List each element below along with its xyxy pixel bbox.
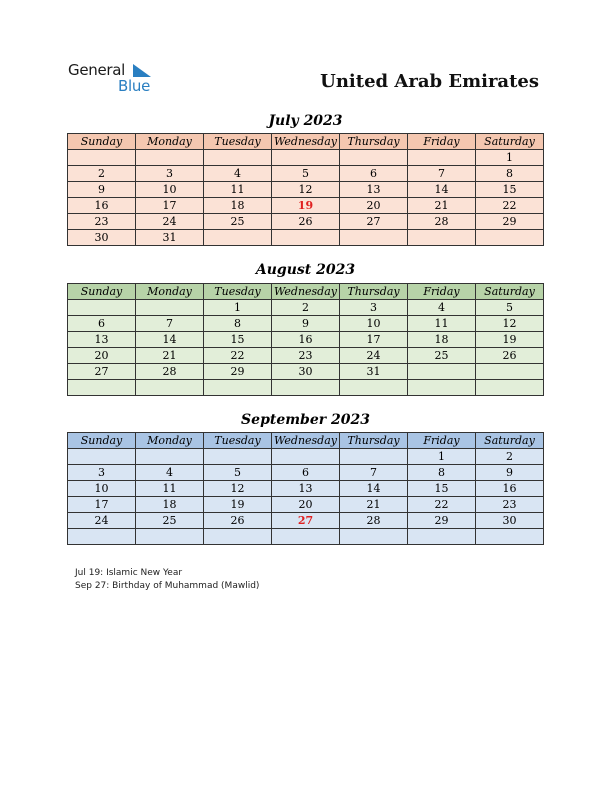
empty-day-cell [272,380,340,396]
day-cell: 22 [408,497,476,513]
month-title-september: September 2023 [241,412,370,428]
day-cell: 16 [476,481,544,497]
day-cell: 4 [136,465,204,481]
empty-day-cell [204,150,272,166]
empty-day-cell [340,529,408,545]
day-cell: 14 [408,182,476,198]
day-cell: 20 [68,348,136,364]
logo-text-blue: Blue [118,77,150,95]
day-cell: 14 [136,332,204,348]
day-cell: 29 [408,513,476,529]
week-row [68,316,544,332]
day-cell: 31 [340,364,408,380]
day-cell: 10 [136,182,204,198]
empty-day-cell [340,449,408,465]
week-row [68,364,544,380]
day-cell: 2 [272,300,340,316]
day-cell: 21 [408,198,476,214]
day-cell: 19 [204,497,272,513]
day-cell: 17 [136,198,204,214]
empty-day-cell [136,449,204,465]
weekday-header-cell: Sunday [68,284,136,300]
calendar-august [67,283,544,396]
weekday-header-cell: Tuesday [204,134,272,150]
empty-day-cell [476,529,544,545]
weekday-header-cell: Friday [408,284,476,300]
day-cell: 7 [408,166,476,182]
weekday-header-cell: Wednesday [272,284,340,300]
empty-day-cell [136,300,204,316]
day-cell: 15 [204,332,272,348]
day-cell: 22 [476,198,544,214]
day-cell: 23 [272,348,340,364]
day-cell: 31 [136,230,204,246]
day-cell: 19 [476,332,544,348]
empty-day-cell [136,150,204,166]
empty-day-cell [272,449,340,465]
day-cell: 24 [136,214,204,230]
day-cell: 6 [272,465,340,481]
day-cell: 16 [272,332,340,348]
day-cell: 4 [204,166,272,182]
day-cell: 10 [340,316,408,332]
day-cell: 28 [136,364,204,380]
empty-day-cell [136,380,204,396]
week-row [68,449,544,465]
day-cell: 21 [340,497,408,513]
week-row [68,300,544,316]
day-cell: 13 [272,481,340,497]
day-cell: 7 [136,316,204,332]
empty-day-cell [340,380,408,396]
week-row [68,497,544,513]
day-cell: 6 [340,166,408,182]
weekday-header-cell: Friday [408,433,476,449]
day-cell: 18 [136,497,204,513]
calendar-july [67,133,544,246]
day-cell: 24 [68,513,136,529]
day-cell: 23 [68,214,136,230]
day-cell: 3 [340,300,408,316]
day-cell: 2 [68,166,136,182]
month-title-july: July 2023 [268,113,343,129]
day-cell: 17 [68,497,136,513]
day-cell: 28 [340,513,408,529]
day-cell: 25 [204,214,272,230]
empty-day-cell [204,449,272,465]
week-row [68,529,544,545]
day-cell: 1 [476,150,544,166]
day-cell: 21 [136,348,204,364]
day-cell: 18 [204,198,272,214]
empty-day-cell [340,150,408,166]
holiday-notes [75,567,259,593]
day-cell: 5 [204,465,272,481]
holiday-day-cell: 27 [272,513,340,529]
weekday-header-cell: Tuesday [204,433,272,449]
empty-day-cell [476,380,544,396]
day-cell: 5 [476,300,544,316]
day-cell: 12 [204,481,272,497]
day-cell: 29 [204,364,272,380]
week-row [68,380,544,396]
day-cell: 16 [68,198,136,214]
weekday-header-row [68,134,544,150]
day-cell: 1 [408,449,476,465]
day-cell: 15 [476,182,544,198]
day-cell: 9 [272,316,340,332]
weekday-header-cell: Sunday [68,433,136,449]
week-row [68,182,544,198]
day-cell: 26 [204,513,272,529]
week-row [68,214,544,230]
day-cell: 13 [340,182,408,198]
empty-day-cell [272,150,340,166]
empty-day-cell [408,364,476,380]
week-row [68,230,544,246]
day-cell: 5 [272,166,340,182]
calendar-september [67,432,544,545]
weekday-header-cell: Monday [136,433,204,449]
weekday-header-cell: Friday [408,134,476,150]
weekday-header-row [68,284,544,300]
weekday-header-cell: Tuesday [204,284,272,300]
empty-day-cell [272,529,340,545]
general-blue-logo [68,61,168,97]
empty-day-cell [340,230,408,246]
day-cell: 10 [68,481,136,497]
empty-day-cell [408,380,476,396]
day-cell: 1 [204,300,272,316]
weekday-header-cell: Thursday [340,284,408,300]
empty-day-cell [68,449,136,465]
empty-day-cell [204,230,272,246]
empty-day-cell [476,364,544,380]
empty-day-cell [136,529,204,545]
day-cell: 20 [340,198,408,214]
day-cell: 15 [408,481,476,497]
week-row [68,481,544,497]
day-cell: 8 [476,166,544,182]
empty-day-cell [68,380,136,396]
week-row [68,166,544,182]
empty-day-cell [476,230,544,246]
month-title-august: August 2023 [255,262,356,278]
day-cell: 20 [272,497,340,513]
weekday-header-cell: Thursday [340,134,408,150]
day-cell: 6 [68,316,136,332]
weekday-header-cell: Saturday [476,134,544,150]
country-title: United Arab Emirates [320,71,539,92]
day-cell: 30 [68,230,136,246]
day-cell: 9 [68,182,136,198]
day-cell: 3 [68,465,136,481]
day-cell: 26 [476,348,544,364]
week-row [68,348,544,364]
holiday-day-cell: 19 [272,198,340,214]
day-cell: 11 [136,481,204,497]
logo-triangle-icon [133,64,153,78]
day-cell: 30 [476,513,544,529]
empty-day-cell [204,380,272,396]
day-cell: 2 [476,449,544,465]
logo-text-general: General [68,61,126,79]
day-cell: 9 [476,465,544,481]
day-cell: 27 [68,364,136,380]
day-cell: 30 [272,364,340,380]
week-row [68,332,544,348]
week-row [68,198,544,214]
week-row [68,465,544,481]
day-cell: 14 [340,481,408,497]
day-cell: 11 [204,182,272,198]
day-cell: 11 [408,316,476,332]
weekday-header-cell: Monday [136,134,204,150]
day-cell: 18 [408,332,476,348]
day-cell: 29 [476,214,544,230]
day-cell: 7 [340,465,408,481]
weekday-header-cell: Saturday [476,284,544,300]
holiday-note: Sep 27: Birthday of Muhammad (Mawlid) [75,581,260,591]
day-cell: 13 [68,332,136,348]
empty-day-cell [408,529,476,545]
weekday-header-cell: Wednesday [272,433,340,449]
day-cell: 22 [204,348,272,364]
day-cell: 8 [408,465,476,481]
day-cell: 17 [340,332,408,348]
weekday-header-row [68,433,544,449]
holiday-note: Jul 19: Islamic New Year [75,568,183,578]
weekday-header-cell: Thursday [340,433,408,449]
empty-day-cell [68,529,136,545]
day-cell: 28 [408,214,476,230]
day-cell: 25 [136,513,204,529]
weekday-header-cell: Monday [136,284,204,300]
empty-day-cell [204,529,272,545]
empty-day-cell [408,230,476,246]
empty-day-cell [68,300,136,316]
day-cell: 23 [476,497,544,513]
day-cell: 24 [340,348,408,364]
empty-day-cell [272,230,340,246]
week-row [68,513,544,529]
day-cell: 4 [408,300,476,316]
weekday-header-cell: Wednesday [272,134,340,150]
day-cell: 25 [408,348,476,364]
day-cell: 8 [204,316,272,332]
day-cell: 12 [476,316,544,332]
day-cell: 12 [272,182,340,198]
weekday-header-cell: Saturday [476,433,544,449]
day-cell: 26 [272,214,340,230]
empty-day-cell [408,150,476,166]
day-cell: 27 [340,214,408,230]
empty-day-cell [68,150,136,166]
weekday-header-cell: Sunday [68,134,136,150]
week-row [68,150,544,166]
day-cell: 3 [136,166,204,182]
